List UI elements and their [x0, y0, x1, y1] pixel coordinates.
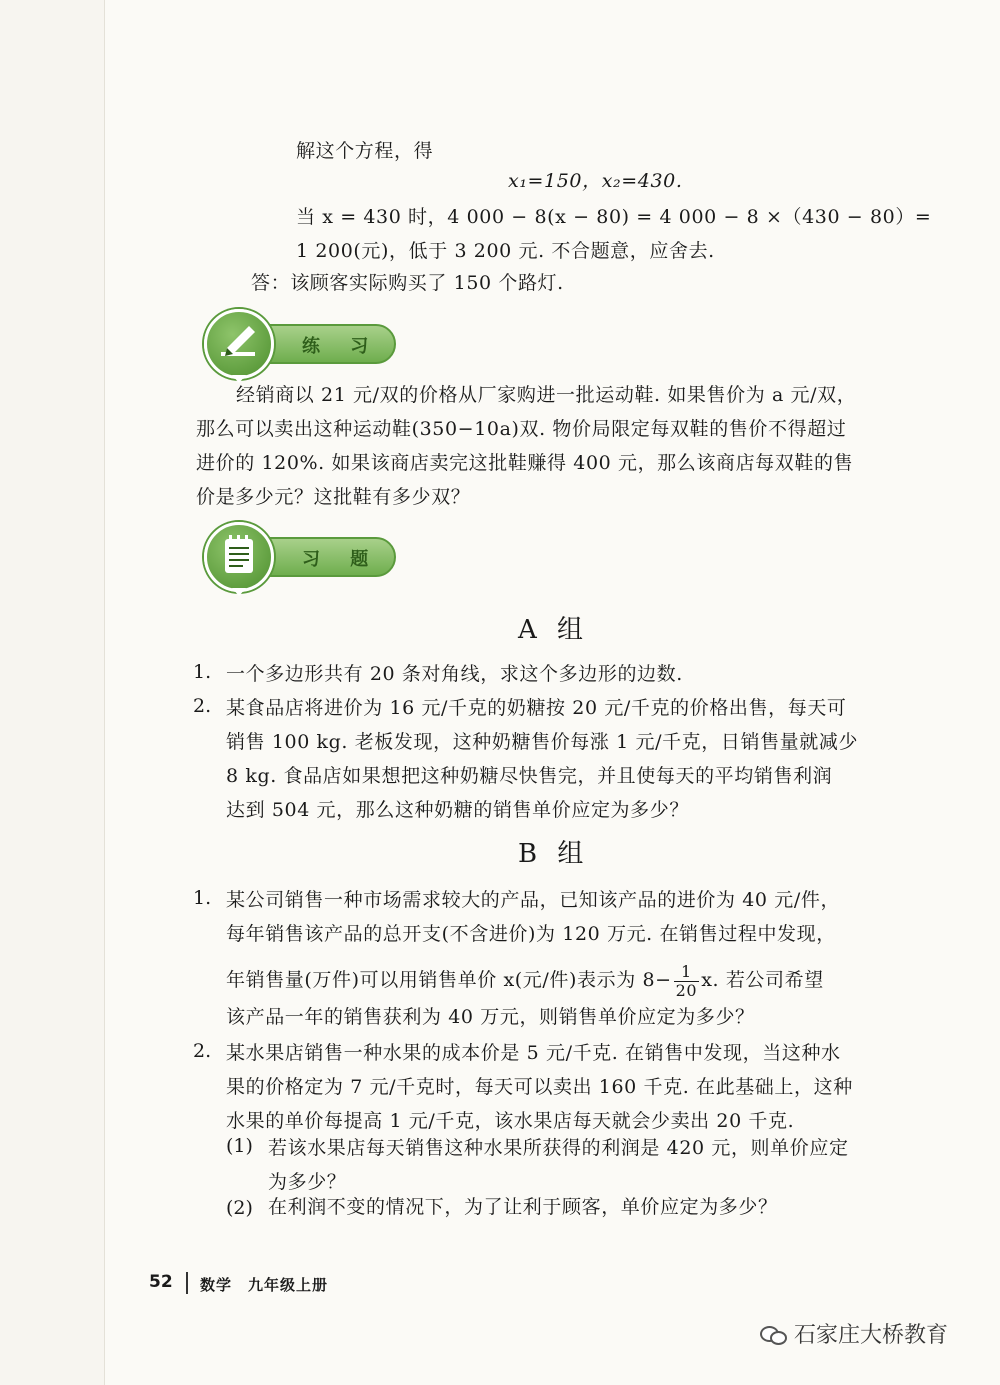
- a2-line-3: 8 kg. 食品店如果想把这种奶糖尽快售完，并且使每天的平均销售利润: [226, 765, 833, 787]
- practice-line-1: 经销商以 21 元/双的价格从厂家购进一批运动鞋. 如果售价为 a 元/双，: [236, 384, 857, 406]
- practice-header-label: 练 习: [302, 336, 381, 357]
- group-a-title: A 组: [518, 615, 590, 645]
- notepad-icon: [207, 525, 271, 589]
- b2-text: [226, 1036, 853, 1138]
- exercises-header-badge: [204, 522, 274, 592]
- a1-line-1: 一个多边形共有 20 条对角线，求这个多边形的边数.: [226, 663, 683, 685]
- a2-line-1: 某食品店将进价为 16 元/千克的奶糖按 20 元/千克的价格出售，每天可: [226, 697, 847, 719]
- a1-text: [226, 657, 683, 691]
- practice-line-2: 那么可以卖出这种运动鞋(350−10a)双. 物价局限定每双鞋的售价不得超过: [196, 418, 847, 440]
- b1-text: [226, 883, 840, 951]
- exercises-header-notch: [232, 588, 246, 596]
- group-b-title: B 组: [518, 839, 590, 869]
- practice-line-4: 价是多少元？这批鞋有多少双？: [196, 486, 471, 508]
- b2-sub2-number: (2): [226, 1197, 253, 1219]
- page-number: 52: [149, 1272, 173, 1292]
- practice-problem: [196, 378, 856, 514]
- b1-line-1: 某公司销售一种市场需求较大的产品，已知该产品的进价为 40 元/件，: [226, 889, 841, 911]
- b2-line-3: 水果的单价每提高 1 元/千克，该水果店每天就会少卖出 20 千克.: [226, 1110, 795, 1132]
- a1-number: 1.: [193, 661, 212, 683]
- solution-roots: x₁=150，x₂=430.: [508, 170, 683, 192]
- a2-line-2: 销售 100 kg. 老板发现，这种奶糖售价每涨 1 元/千克，日销售量就减少: [226, 731, 859, 753]
- a2-text: [226, 691, 858, 827]
- exercises-header-label: 习 题: [302, 549, 381, 570]
- b1-line-2: 每年销售该产品的总开支(不含进价)为 120 万元. 在销售过程中发现，: [226, 923, 836, 945]
- solution-answer: 答：该顾客实际购买了 150 个路灯.: [251, 272, 564, 294]
- b1-line-3-post: x. 若公司希望: [701, 969, 824, 991]
- b2-sub1-text: [268, 1131, 849, 1199]
- solution-intro: 解这个方程，得: [296, 140, 434, 162]
- fraction-one-twentieth: [674, 963, 700, 1000]
- b2-sub1-line-1: 若该水果店每天销售这种水果所获得的利润是 420 元，则单价应定: [268, 1137, 849, 1159]
- b1-line-3-pre: 年销售量(万件)可以用销售单价 x(元/件)表示为 8−: [226, 969, 672, 991]
- b1-line-4: 该产品一年的销售获利为 40 万元，则销售单价应定为多少？: [226, 1006, 755, 1028]
- watermark: [760, 1318, 948, 1349]
- b1-line-3: [226, 958, 824, 1002]
- practice-line-3: 进价的 120%. 如果该商店卖完这批鞋赚得 400 元，那么该商店每双鞋的售: [196, 452, 854, 474]
- pencil-icon: [207, 312, 271, 376]
- b1-number: 1.: [193, 887, 212, 909]
- b2-sub1-number: (1): [226, 1135, 253, 1157]
- wechat-icon: [760, 1324, 786, 1344]
- footer-divider: [186, 1272, 188, 1294]
- b2-sub1-line-2: 为多少？: [268, 1171, 347, 1193]
- fraction-denominator: 20: [675, 980, 698, 1000]
- fraction-numerator: 1: [681, 961, 692, 981]
- watermark-text: 石家庄大桥教育: [794, 1323, 949, 1348]
- b2-line-2: 果的价格定为 7 元/千克时，每天可以卖出 160 千克. 在此基础上，这种: [226, 1076, 853, 1098]
- b2-line-1: 某水果店销售一种水果的成本价是 5 元/千克. 在销售中发现，当这种水: [226, 1042, 841, 1064]
- solution-check-line2: 1 200(元)，低于 3 200 元. 不合题意，应舍去.: [296, 240, 715, 262]
- a2-line-4: 达到 504 元，那么这种奶糖的销售单价应定为多少？: [226, 799, 689, 821]
- b2-number: 2.: [193, 1040, 212, 1062]
- book-title: 数学 九年级上册: [200, 1276, 329, 1294]
- solution-check-line1: 当 x = 430 时，4 000 − 8(x − 80) = 4 000 − 8 ×（430 − 80）=: [296, 206, 932, 228]
- a2-number: 2.: [193, 695, 212, 717]
- practice-header-badge: [204, 309, 274, 379]
- b2-sub2-text: 在利润不变的情况下，为了让利于顾客，单价应定为多少？: [268, 1196, 778, 1218]
